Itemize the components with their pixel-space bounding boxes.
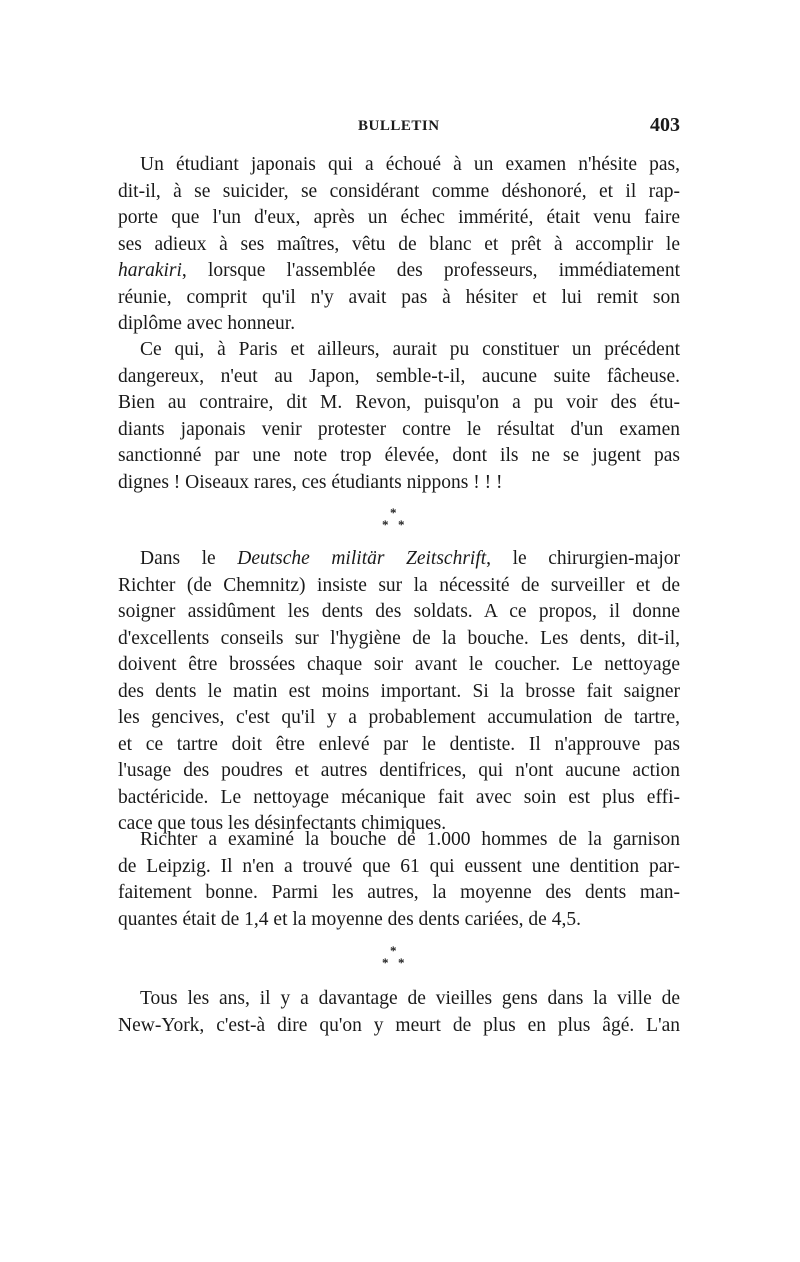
text-line: dignes ! Oiseaux rares, ces étudiants nippons ! ! ! (118, 471, 503, 493)
text-line: Richter a examiné la bouche de 1.000 hommes de la garnison (140, 829, 680, 850)
text-line: Bien au contraire, dit M. Revon, puisqu'on a pu voir des étu- (118, 392, 680, 413)
paragraph-paris-precedent (118, 337, 680, 496)
running-title: BULLETIN (358, 118, 440, 134)
text-line: cace que tous les désinfectants chimiques. (118, 813, 447, 834)
text-line: Richter (de Chemnitz) insiste sur la nécessité de surveiller et de (118, 574, 680, 596)
text-line: New-York, c'est-à dire qu'on y meurt de plus en plus âgé. L'an (118, 1014, 680, 1036)
section-separator (376, 944, 416, 974)
text-line: diants japonais venir protester contre le résultat d'un examen (118, 418, 680, 440)
text-line: réunie, comprit qu'il n'y avait pas à hésiter et lui remit son (118, 286, 680, 308)
text-line: les gencives, c'est qu'il y a probablement accumulation de tartre, (118, 707, 680, 728)
asterisk: * (382, 955, 389, 970)
text-line: de Leipzig. Il n'en a trouvé que 61 qui eussent une dentition par- (118, 855, 680, 877)
section-separator (376, 506, 416, 536)
text-line: ses adieux à ses maîtres, vêtu de blanc et prêt à accomplir le (118, 233, 680, 255)
text-line-rest: , lorsque l'assemblée des professeurs, immédiatement (181, 260, 680, 281)
text-line-start: Dans le (140, 548, 238, 569)
paragraph-richter-leipzig (118, 827, 680, 933)
text-line: faitement bonne. Parmi les autres, la moyenne des dents man- (118, 882, 680, 903)
text-line: quantes était de 1,4 et la moyenne des dents cariées, de 4,5. (118, 908, 581, 930)
text-line: diplôme avec honneur. (118, 313, 296, 334)
asterisk: * (398, 517, 405, 532)
text-line: Un étudiant japonais qui a échoué à un examen n'hésite pas, (140, 154, 680, 175)
text-line-harakiri (118, 258, 680, 285)
text-line-rest: , le chirurgien-major (486, 548, 680, 569)
text-line: dangereux, n'eut au Japon, semble-t-il, aucune suite fâcheuse. (118, 365, 680, 387)
text-line: d'excellents conseils sur l'hygiène de la bouche. Les dents, dit-il, (118, 627, 680, 649)
italic-journal-title: Deutsche militär Zeitschrift (237, 548, 487, 569)
text-line: doivent être brossées chaque soir avant le coucher. Le nettoyage (118, 654, 680, 675)
text-line: Tous les ans, il y a davantage de vieilles gens dans la ville de (140, 988, 680, 1009)
text-line: Ce qui, à Paris et ailleurs, aurait pu constituer un précédent (140, 339, 680, 360)
text-line: sanctionné par une note trop élevée, dont ils ne se jugent pas (118, 445, 680, 466)
italic-term: harakiri (118, 260, 182, 281)
text-line: porte que l'un d'eux, après un échec immérité, était venu faire (118, 207, 680, 228)
running-header (118, 114, 680, 140)
paragraph-new-york (118, 986, 680, 1039)
text-line: soigner assidûment les dents des soldats. A ce propos, il donne (118, 601, 680, 622)
text-line: l'usage des poudres et autres dentifrices, qui n'ont aucune action (118, 760, 680, 781)
text-line: dit-il, à se suicider, se considérant comme déshonoré, et il rap- (118, 180, 680, 202)
asterisk: * (390, 943, 397, 958)
paragraph-japanese-student (118, 152, 680, 338)
text-line: des dents le matin est moins important. Si la brosse fait saigner (118, 680, 680, 702)
page-number: 403 (650, 114, 680, 136)
asterisk: * (398, 955, 405, 970)
text-line: et ce tartre doit être enlevé par le dentiste. Il n'approuve pas (118, 733, 680, 755)
asterisk: * (382, 517, 389, 532)
text-line: bactéricide. Le nettoyage mécanique fait avec soin est plus effi- (118, 786, 680, 808)
asterisk: * (390, 505, 397, 520)
text-line-deutsche (118, 546, 680, 573)
paragraph-richter-dental (118, 546, 680, 838)
